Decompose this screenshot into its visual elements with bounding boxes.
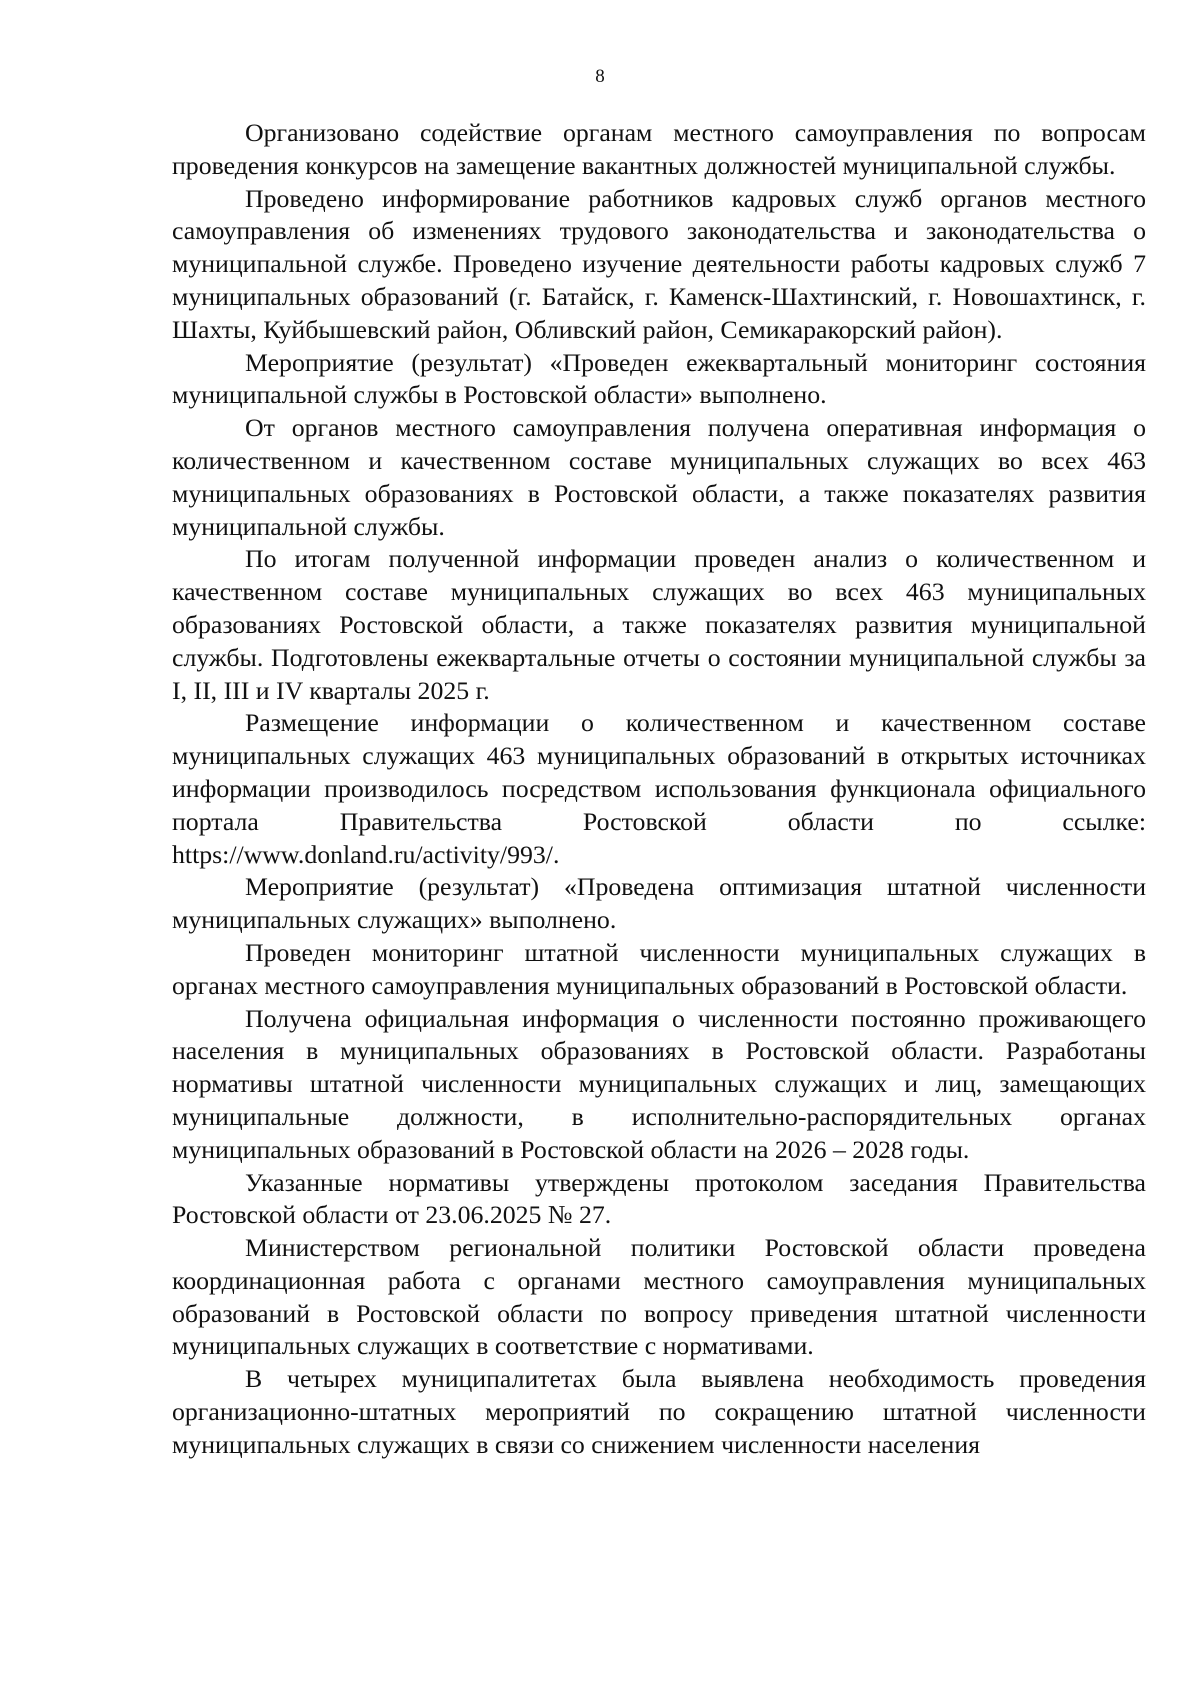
page-number: 8 [595, 66, 605, 87]
paragraph-population-data: Получена официальная информация о численности постоянно проживающего населения в муниципальных образованиях в Ростовской области. Разработаны нормативы штатной численности муниципальных служащих и лиц, замещающих муниципальные должности, в исполнительно-распорядительных органах муниципальных образований в Ростовской области на 2026 – 2028 годы. [172, 1003, 1146, 1164]
paragraph-staff-reduction: В четырех муниципалитетах была выявлена необходимость проведения организационно-штатных мероприятий по сокращению штатной численности муниципальных служащих в связи со снижением численности населения [172, 1364, 1146, 1459]
paragraph-norms-approval: Указанные нормативы утверждены протоколом заседания Правительства Ростовской области от 23.06.2025 № 27. [172, 1167, 1146, 1230]
paragraph-operational-information: От органов местного самоуправления получена оперативная информация о количественном и качественном составе муниципальных служащих во всех 463 муниципальных образованиях в Ростовской области, а также показателях развития муниципальной службы. [172, 413, 1146, 541]
paragraph-information-publication: Размещение информации о количественном и качественном составе муниципальных служащих 463 муниципальных образований в открытых источниках информации производилось посредством использования функционала официального портала Правительства Ростовской области по ссылке: https://www.donland.ru/activity/993/. [172, 708, 1146, 869]
paragraph-analysis-results: По итогам полученной информации проведен анализ о количественном и качественном составе муниципальных служащих во всех 463 муниципальных образованиях Ростовской области, а также показателях развития муниципальной службы. Подготовлены ежеквартальные отчеты о состоянии муниципальной службы за I, II, III и IV кварталы 2025 г. [172, 544, 1146, 705]
paragraph-staff-monitoring: Проведен мониторинг штатной численности муниципальных служащих в органах местного самоуправления муниципальных образований в Ростовской области. [172, 937, 1146, 1000]
paragraph-coordination-work: Министерством региональной политики Ростовской области проведена координационная работа с органами местного самоуправления муниципальных образований в Ростовской области по вопросу приведения штатной численности муниципальных служащих в соответствие с нормативами. [172, 1233, 1146, 1361]
paragraph-quarterly-monitoring-event: Мероприятие (результат) «Проведен ежеквартальный мониторинг состояния муниципальной службы в Ростовской области» выполнено. [172, 347, 1146, 410]
paragraph-hr-informing: Проведено информирование работников кадровых служб органов местного самоуправления об изменениях трудового законодательства и законодательства о муниципальной службе. Проведено изучение деятельности работы кадровых служб 7 муниципальных образований (г. Батайск, г. Каменск-Шахтинский, г. Новошахтинск, г. Шахты, Куйбышевский район, Обливский район, Семикаракорский район). [172, 183, 1146, 344]
paragraph-staff-optimization-event: Мероприятие (результат) «Проведена оптимизация штатной численности муниципальных служащих» выполнено. [172, 872, 1146, 935]
paragraph-contest-assistance: Организовано содействие органам местного самоуправления по вопросам проведения конкурсов на замещение вакантных должностей муниципальной службы. [172, 118, 1146, 180]
document-body [172, 117, 1146, 1462]
